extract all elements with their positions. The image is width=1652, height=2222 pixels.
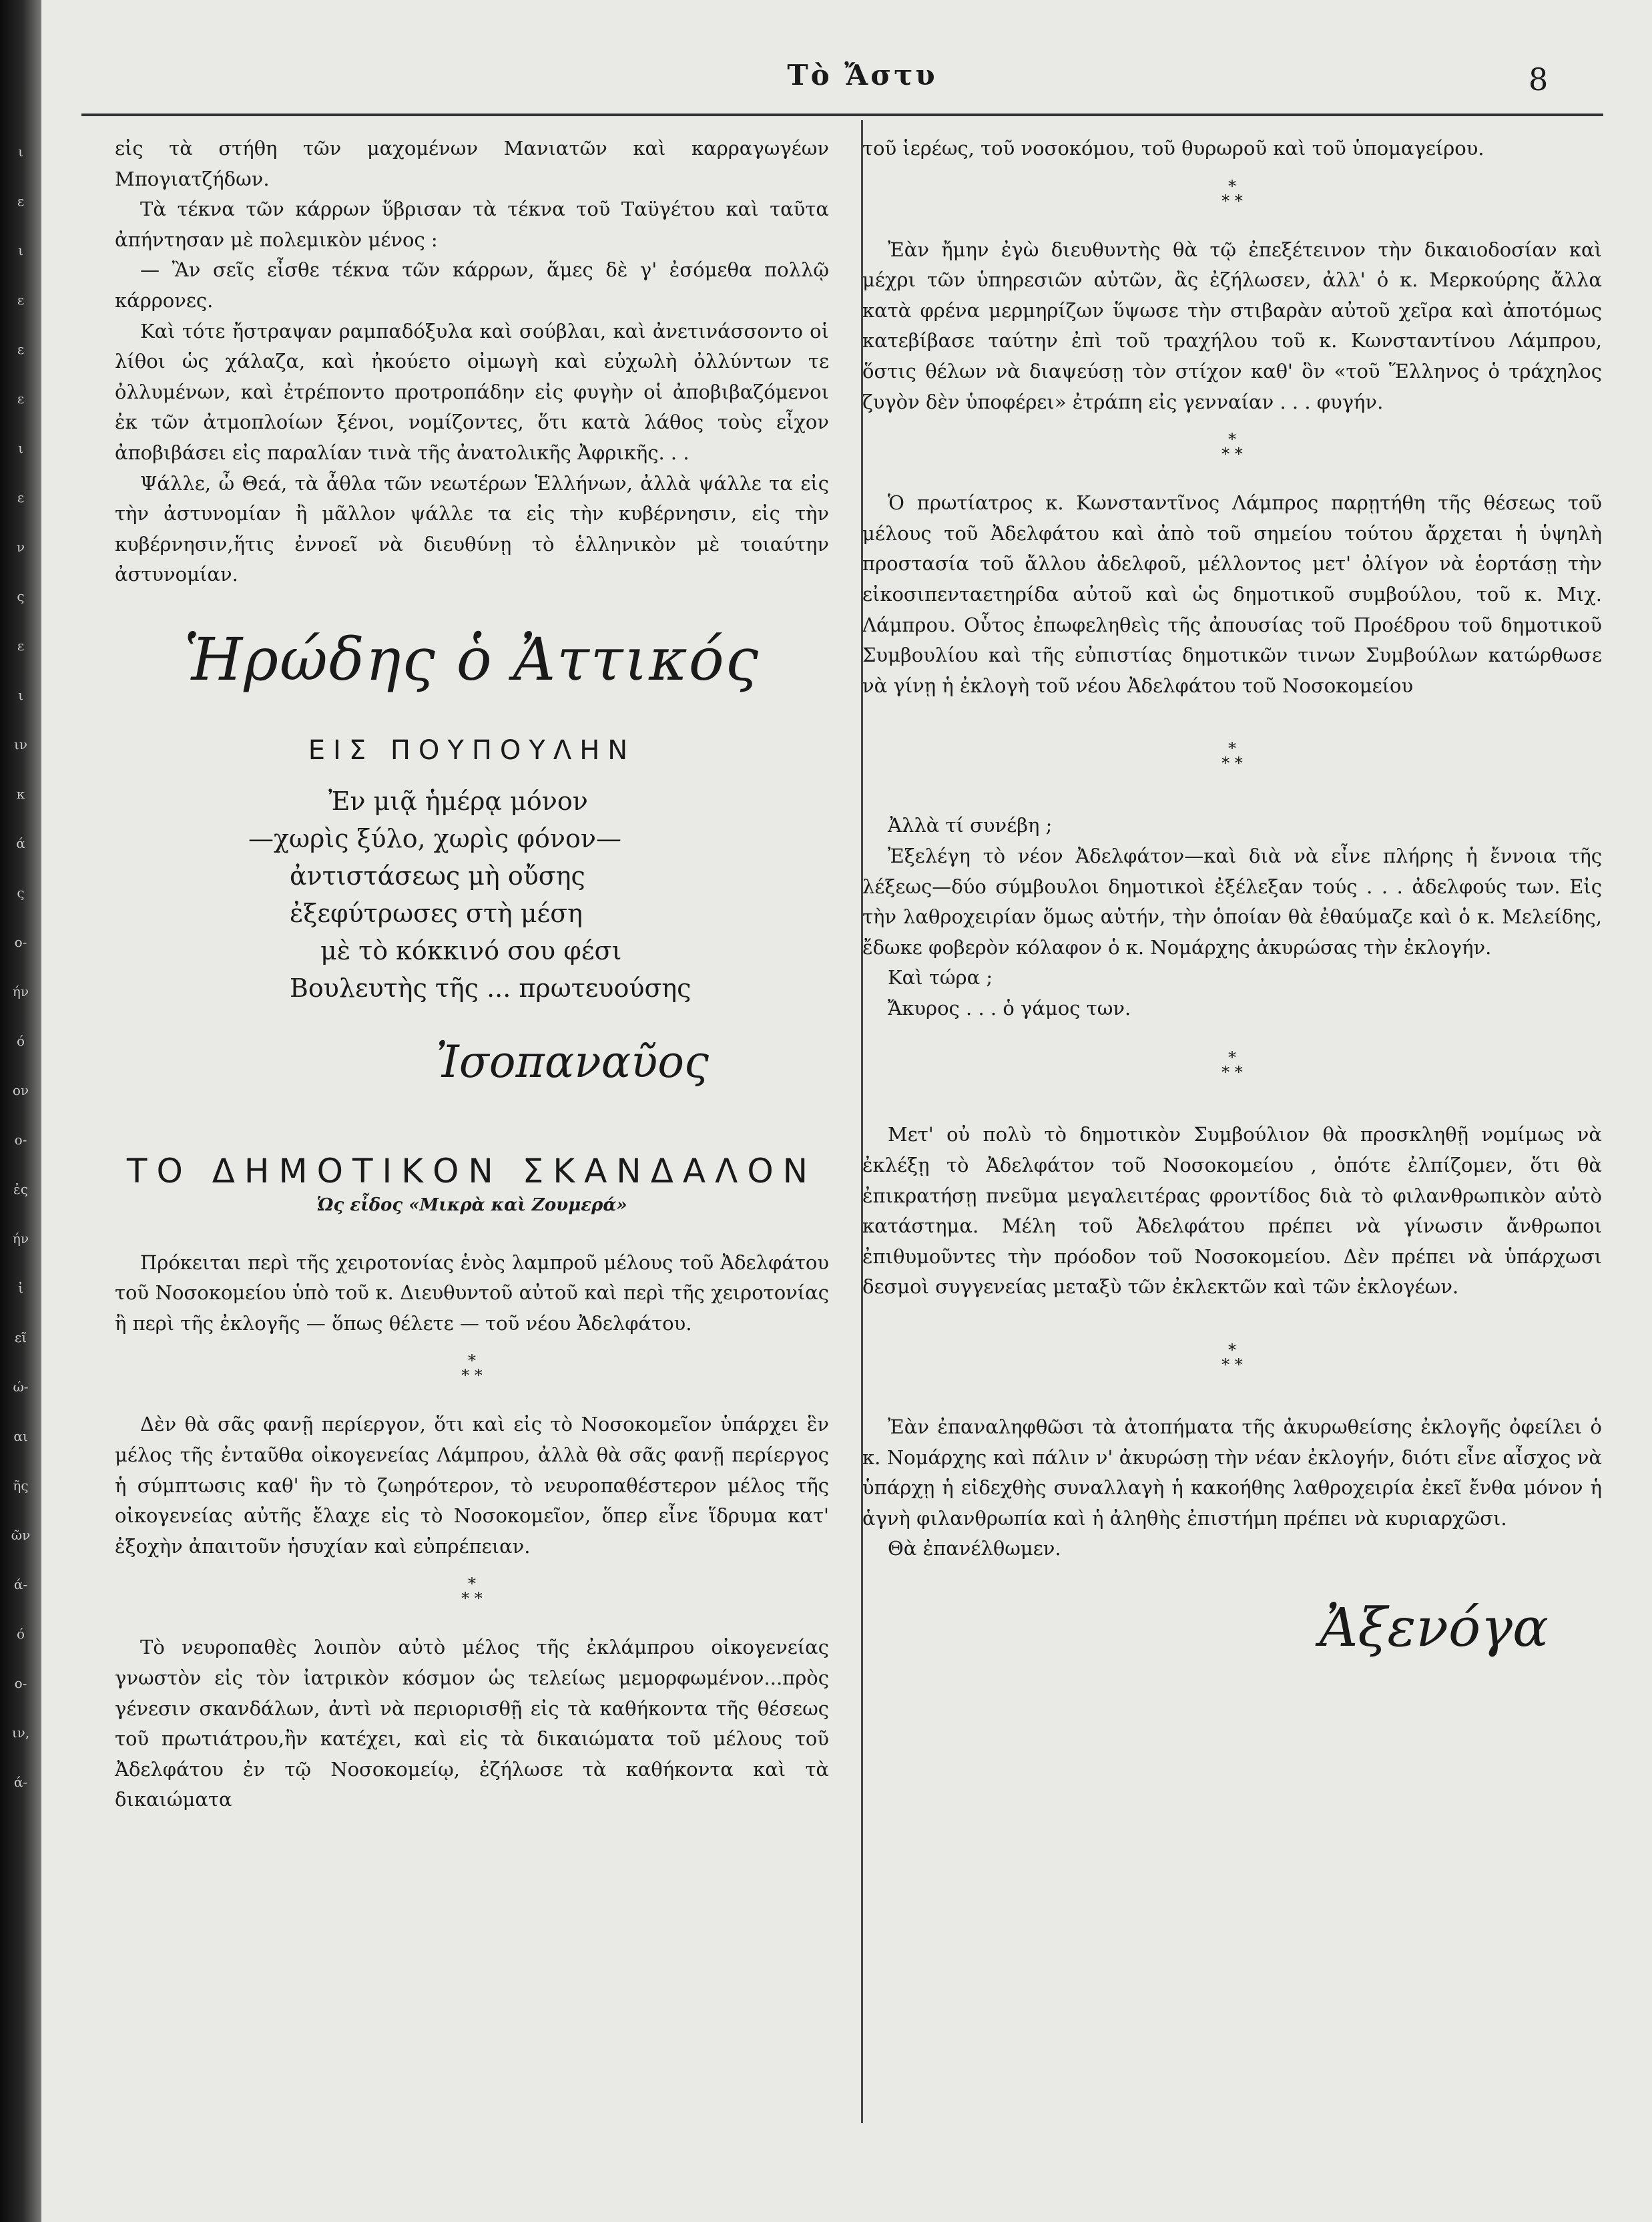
paragraph: — Ἂν σεῖς εἶσθε τέκνα τῶν κάρρων, ἅμες δὲ γ' ἐσόμεθα πολλῷ κάρρονες. <box>115 258 829 312</box>
article-subtitle: Ὡς εἶδος «Μικρὰ καὶ Ζουμερά» <box>316 1195 627 1216</box>
margin-fragment: εῖ <box>14 1329 27 1345</box>
margin-fragment: ς <box>17 885 25 901</box>
margin-fragment: ο- <box>14 1675 27 1691</box>
section-stars: * * * <box>1221 739 1243 773</box>
margin-fragment: ε <box>17 489 25 505</box>
margin-fragment: ι <box>18 687 23 703</box>
paragraph: Τὸ νευροπαθὲς λοιπὸν αὐτὸ μέλος τῆς ἐκλάμπρου οἰκογενείας γνωστὸν εἰς τὸν ἰατρικὸν κόσμον ὡς τελείως μεμορφωμένον...πρὸς γένεσιν σκανδάλων, ἀντὶ νὰ περιορισθῇ εἰς τὰ καθήκοντα τῆς θέσεως τοῦ πρωτιάτρου,ἢν κατέχει, καὶ εἰς τὰ δικαιώματα τοῦ μέλους τοῦ Ἀδελφάτου ἐν τῷ Νοσοκομείῳ, ἐζήλωσε τὰ καθήκοντα καὶ τὰ δικαιώματα <box>115 1636 829 1811</box>
margin-fragment: ο- <box>14 1132 27 1148</box>
margin-fragment: ῆς <box>13 1478 29 1494</box>
signature-isopanaios: Ἰσοπαναῦος <box>436 1036 709 1088</box>
paragraph: Καὶ τώρα ; <box>888 966 993 989</box>
margin-fragment: ά- <box>13 1576 28 1592</box>
section-stars: * * * <box>461 1351 483 1385</box>
margin-fragment: ιν, <box>11 1725 30 1741</box>
margin-fragment: ε <box>17 193 25 209</box>
paragraph: Ἐὰν ἤμην ἐγὼ διευθυντὴς θὰ τῷ ἐπεξέτεινον τὴν δικαιοδοσίαν καὶ μέχρι τῶν ὑπηρεσιῶν αὐτῶν, ἂς ἐζήλωσεν, ἀλλ' ὁ κ. Μερκούρης ἄλλα κατὰ φρένα μερμηρίζων ὕψωσε τὴν στιβαρὰν αὐτοῦ χεῖρα καὶ ἀποτόμως κατεβίβασε ταύτην ἐπὶ τοῦ τραχήλου τοῦ κ. Κωνσταντίνου Λάμπρου, ὅστις θέλων νὰ διαψεύσῃ τὸν στίχον καθ' ὃν «τοῦ Ἕλληνος ὁ τράχηλος ζυγὸν δὲν ὑποφέρει» ἐτράπη εἰς γενναίαν . . . φυγήν. <box>862 238 1602 413</box>
margin-fragment: ό <box>16 1033 25 1049</box>
margin-fragment: ον <box>12 1082 29 1098</box>
signature-herodes: Ἡρώδης ὁ Ἀττικός <box>184 624 760 694</box>
newspaper-page <box>41 0 1652 2222</box>
article-title: ΤΟ ΔΗΜΟΤΙΚΟΝ ΣΚΑΝΔΑΛΟΝ <box>126 1151 818 1190</box>
margin-fragment: ώ- <box>13 1379 29 1395</box>
paragraph: Ἀλλὰ τί συνέβη ; <box>888 814 1053 837</box>
margin-fragment: ι <box>18 242 23 258</box>
paragraph: Ἐὰν ἐπαναληφθῶσι τὰ ἀτοπήματα τῆς ἀκυρωθείσης ἐκλογῆς ὀφείλει ὁ κ. Νομάρχης καὶ πάλιν ν' ἀκυρώσῃ τὴν νέαν ἐκλογήν, διότι εἶνε αἶσχος νὰ ὑπάρχῃ ἡ εἰδεχθὴς συναλλαγὴ ἡ κακοήθης λαθροχειρία ἐκεῖ ἔνθα μόνον ἡ ἁγνὴ φιλανθρωπία καὶ ἡ ἀληθὴς ἐπιστήμη πρέπει νὰ κυριαρχῶσι. <box>862 1415 1602 1530</box>
section-stars: * * * <box>461 1574 483 1608</box>
paragraph: Τὰ τέκνα τῶν κάρρων ὕβρισαν τὰ τέκνα τοῦ Ταϋγέτου καὶ ταῦτα ἀπήντησαν μὲ πολεμικὸν μένος : <box>115 198 829 251</box>
poem <box>115 783 829 1007</box>
poem-line: μὲ τὸ κόκκινό σου φέσι <box>320 935 622 965</box>
margin-fragment: ε <box>17 292 25 308</box>
paragraph: Δὲν θὰ σᾶς φανῇ περίεργον, ὅτι καὶ εἰς τὸ Νοσοκομεῖον ὑπάρχει ἓν μέλος τῆς ἐνταῦθα οἰκογενείας Λάμπρου, ἀλλὰ θὰ σᾶς φανῇ περίεργος ἡ σύμπτωσις καθ' ἣν τὸ ζωηρότερον, τὸ νευροπαθέστερον μέλος τῆς οἰκογενείας αὐτῆς ἔλαχε εἰς τὸ Νοσοκομεῖον, ὅπερ εἶνε ἵδρυμα κατ' ἐξοχὴν ἀπαιτοῦν ἡσυχίαν καὶ εὐπρέπειαν. <box>115 1413 829 1558</box>
section-stars: * * * <box>1221 176 1243 210</box>
margin-fragment: ε <box>17 638 25 654</box>
paragraph: Καὶ τότε ἤστραψαν ραμπαδόξυλα καὶ σούβλαι, καὶ ἀνετινάσσοντο οἱ λίθοι ὡς χάλαζα, καὶ ἠκούετο οἰμωγὴ καὶ εὐχωλὴ ὀλλύντων τε ὀλλυμένων, καὶ ἐτρέποντο προτροπάδην εἰς φυγὴν οἱ ἀποβιβαζόμενοι ἐκ τῶν ἀτμοπλοίων ξένοι, νομίζοντες, ὅτι κατὰ λάθος τοὺς εἶχον ἀποβιβάσει εἰς παραλίαν τινὰ τῆς ἀνατολικῆς Ἀφρικῆς. . . <box>115 319 829 464</box>
paragraph: Μετ' οὐ πολὺ τὸ δημοτικὸν Συμβούλιον θὰ προσκληθῇ νομίμως νὰ ἐκλέξῃ τὸ Ἀδελφάτον τοῦ Νοσοκομείου , ὁπότε ἐλπίζομεν, ὅτι θὰ ἐπικρατήσῃ πνεῦμα μεγαλειτέρας φροντίδος διὰ τὸ φιλανθρωπικὸν αὐτὸ κατάστημα. Μέλη τοῦ Ἀδελφάτου πρέπει νὰ γίνωσιν ἄνθρωποι ἐπιθυμοῦντες τὴν πρόοδον τοῦ Νοσοκομείου. Δὲν πρέπει νὰ ὑπάρχωσι δεσμοὶ συγγενείας μεταξὺ τῶν ἐκλεκτῶν καὶ τῶν ἐκλογέων. <box>862 1123 1602 1299</box>
left-column <box>115 134 829 1815</box>
margin-fragment: ήν <box>12 1231 29 1247</box>
margin-fragment: ά <box>16 835 25 851</box>
page-number: 8 <box>1529 61 1549 97</box>
signature-axenogos: Ἀξενόγα <box>1319 1596 1549 1658</box>
margin-fragment: ῶν <box>11 1527 31 1543</box>
paragraph: Θὰ ἐπανέλθωμεν. <box>888 1537 1061 1560</box>
poem-line: ἐξεφύτρωσες στὴ μέση <box>290 898 583 928</box>
margin-fragment: ε <box>17 341 25 357</box>
poem-line: —χωρὶς ξύλο, χωρὶς φόνον— <box>248 823 621 853</box>
paragraph: εἰς τὰ στήθη τῶν μαχομένων Μανιατῶν καὶ καρραγωγέων Μπογιατζήδων. <box>115 137 829 190</box>
margin-fragment: ήν <box>12 983 29 999</box>
poem-line: Ἐν μιᾷ ἡμέρᾳ μόνον <box>328 786 588 816</box>
margin-fragment: ἐς <box>13 1181 28 1197</box>
margin-fragment: ι <box>18 144 23 160</box>
poem-title: ΕΙΣ ΠΟΥΠΟΥΛΗΝ <box>308 734 636 766</box>
paragraph: Ὁ πρωτίατρος κ. Κωνσταντῖνος Λάμπρος παρῃτήθη τῆς θέσεως τοῦ μέλους τοῦ Ἀδελφάτου καὶ ἀπὸ τοῦ σημείου τούτου ἄρχεται ἡ ὑψηλὴ προστασία τοῦ ἄλλου ἀδελφοῦ, μέλλοντος μετ' ὀλίγον νὰ ἑορτάσῃ τὴν εἰκοσιπενταετηρίδα αὐτοῦ καὶ ὡς δημοτικοῦ συμβούλου, τοῦ κ. Μιχ. Λάμπρου. Οὗτος ἐπωφεληθεὶς τῆς ἀπουσίας τοῦ Προέδρου τοῦ δημοτικοῦ Συμβουλίου καὶ τῆς εὐπιστίας δημοτικῶν τινων Συμβούλων κατώρθωσε νὰ γίνῃ ἡ ἐκλογὴ τοῦ νέου Ἀδελφάτου τοῦ Νοσοκομείου <box>862 491 1602 697</box>
paragraph: τοῦ ἱερέως, τοῦ νοσοκόμου, τοῦ θυρωροῦ καὶ τοῦ ὑπομαγείρου. <box>862 137 1484 160</box>
poem-line: ἀντιστάσεως μὴ οὔσης <box>290 861 585 891</box>
margin-fragment: ά- <box>13 1774 28 1790</box>
margin-fragment: ι <box>18 440 23 456</box>
section-stars: * * * <box>1221 1048 1243 1082</box>
paragraph: Ἄκυρος . . . ὁ γάμος των. <box>888 996 1131 1020</box>
paragraph: Ψάλλε, ὦ Θεά, τὰ ἆθλα τῶν νεωτέρων Ἑλλήνων, ἀλλὰ ψάλλε τα εἰς τὴν ἀστυνομίαν ἢ μᾶλλον ψάλλε τα εἰς τὴν κυβέρνησιν, εἰς τὴν κυβέρνησιν,ἥτις ἐννοεῖ νὰ διευθύνῃ τὸ ἑλληνικὸν μὲ τοιαύτην ἀστυνομίαν. <box>115 471 829 586</box>
margin-fragments <box>0 127 41 2130</box>
margin-fragment: ιν <box>14 736 27 752</box>
margin-fragment: ν <box>16 539 25 555</box>
paragraph: Πρόκειται περὶ τῆς χειροτονίας ἑνὸς λαμπροῦ μέλους τοῦ Ἀδελφάτου τοῦ Νοσοκομείου ὑπὸ τοῦ κ. Διευθυντοῦ αὐτοῦ καὶ περὶ τῆς χειροτονίας ἢ περὶ τῆς ἐκλογῆς — ὅπως θέλετε — τοῦ νέου Ἀδελφάτου. <box>115 1251 829 1335</box>
header-rule <box>81 114 1603 116</box>
margin-fragment: ε <box>17 391 25 407</box>
section-stars: * * * <box>1221 430 1243 464</box>
right-column <box>862 134 1602 1664</box>
margin-fragment: ο- <box>14 934 27 950</box>
margin-fragment: ό <box>16 1626 25 1642</box>
margin-fragment: ς <box>17 588 25 604</box>
masthead-title: Τὸ Ἄστυ <box>787 59 938 91</box>
section-stars: * * * <box>1221 1341 1243 1375</box>
margin-fragment: ἰ <box>18 1280 23 1296</box>
margin-fragment: αι <box>13 1428 28 1444</box>
poem-line: Βουλευτὴς τῆς ... πρωτευούσης <box>290 973 692 1003</box>
margin-fragment: κ <box>16 786 25 802</box>
paragraph: Ἐξελέγη τὸ νέον Ἀδελφάτον—καὶ διὰ νὰ εἶνε πλήρης ἡ ἔννοια τῆς λέξεως—δύο σύμβουλοι δημοτικοὶ ἐξέλεξαν τούς . . . ἀδελφούς των. Εἰς τὴν λαθροχειρίαν ὅμως αὐτήν, τὴν ὁποίαν θὰ ἐθαύμαζε καὶ ὁ κ. Μελείδης, ἔδωκε φοβερὸν κόλαφον ὁ κ. Νομάρχης ἀκυρώσας τὴν ἐκλογήν. <box>862 844 1602 959</box>
